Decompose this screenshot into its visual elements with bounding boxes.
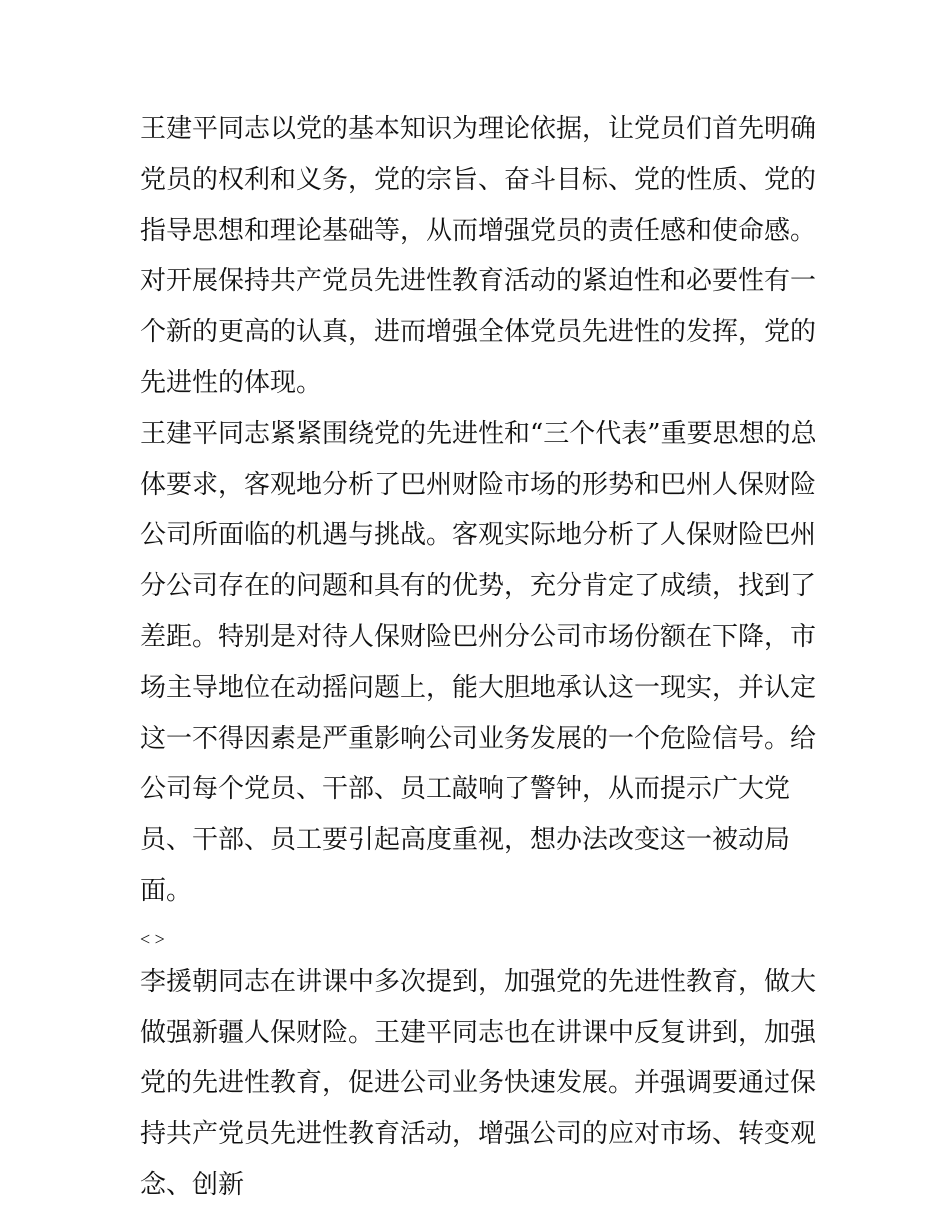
section-separator: < >	[140, 928, 165, 949]
paragraph-2: 王建平同志紧紧围绕党的先进性和“三个代表”重要思想的总体要求，客观地分析了巴州财险市场的形势和巴州人保财险公司所面临的机遇与挑战。客观实际地分析了人保财险巴州分公司存在的问题和具有的优势，充分肯定了成绩，找到了差距。特别是对待人保财险巴州分公司市场份额在下降，市场主导地位在动摇问题上，能大胆地承认这一现实，并认定这一不得因素是严重影响公司业务发展的一个危险信号。给公司每个党员、干部、员工敲响了警钟，从而提示广大党员、干部、员工要引起高度重视，想办法改变这一被动局面。	[140, 418, 817, 906]
document-page	[140, 104, 830, 1211]
paragraph-1: 王建平同志以党的基本知识为理论依据，让党员们首先明确党员的权利和义务，党的宗旨、奋斗目标、党的性质、党的指导思想和理论基础等，从而增强党员的责任感和使命感。对开展保持共产党员先进性教育活动的紧迫性和必要性有一个新的更高的认真，进而增强全体党员先进性的发挥，党的先进性的体现。	[140, 114, 817, 398]
paragraph-3: 李援朝同志在讲课中多次提到，加强党的先进性教育，做大做强新疆人保财险。王建平同志也在讲课中反复讲到，加强党的先进性教育，促进公司业务快速发展。并强调要通过保持共产党员先进性教育活动，增强公司的应对市场、转变观念、创新	[140, 966, 817, 1200]
